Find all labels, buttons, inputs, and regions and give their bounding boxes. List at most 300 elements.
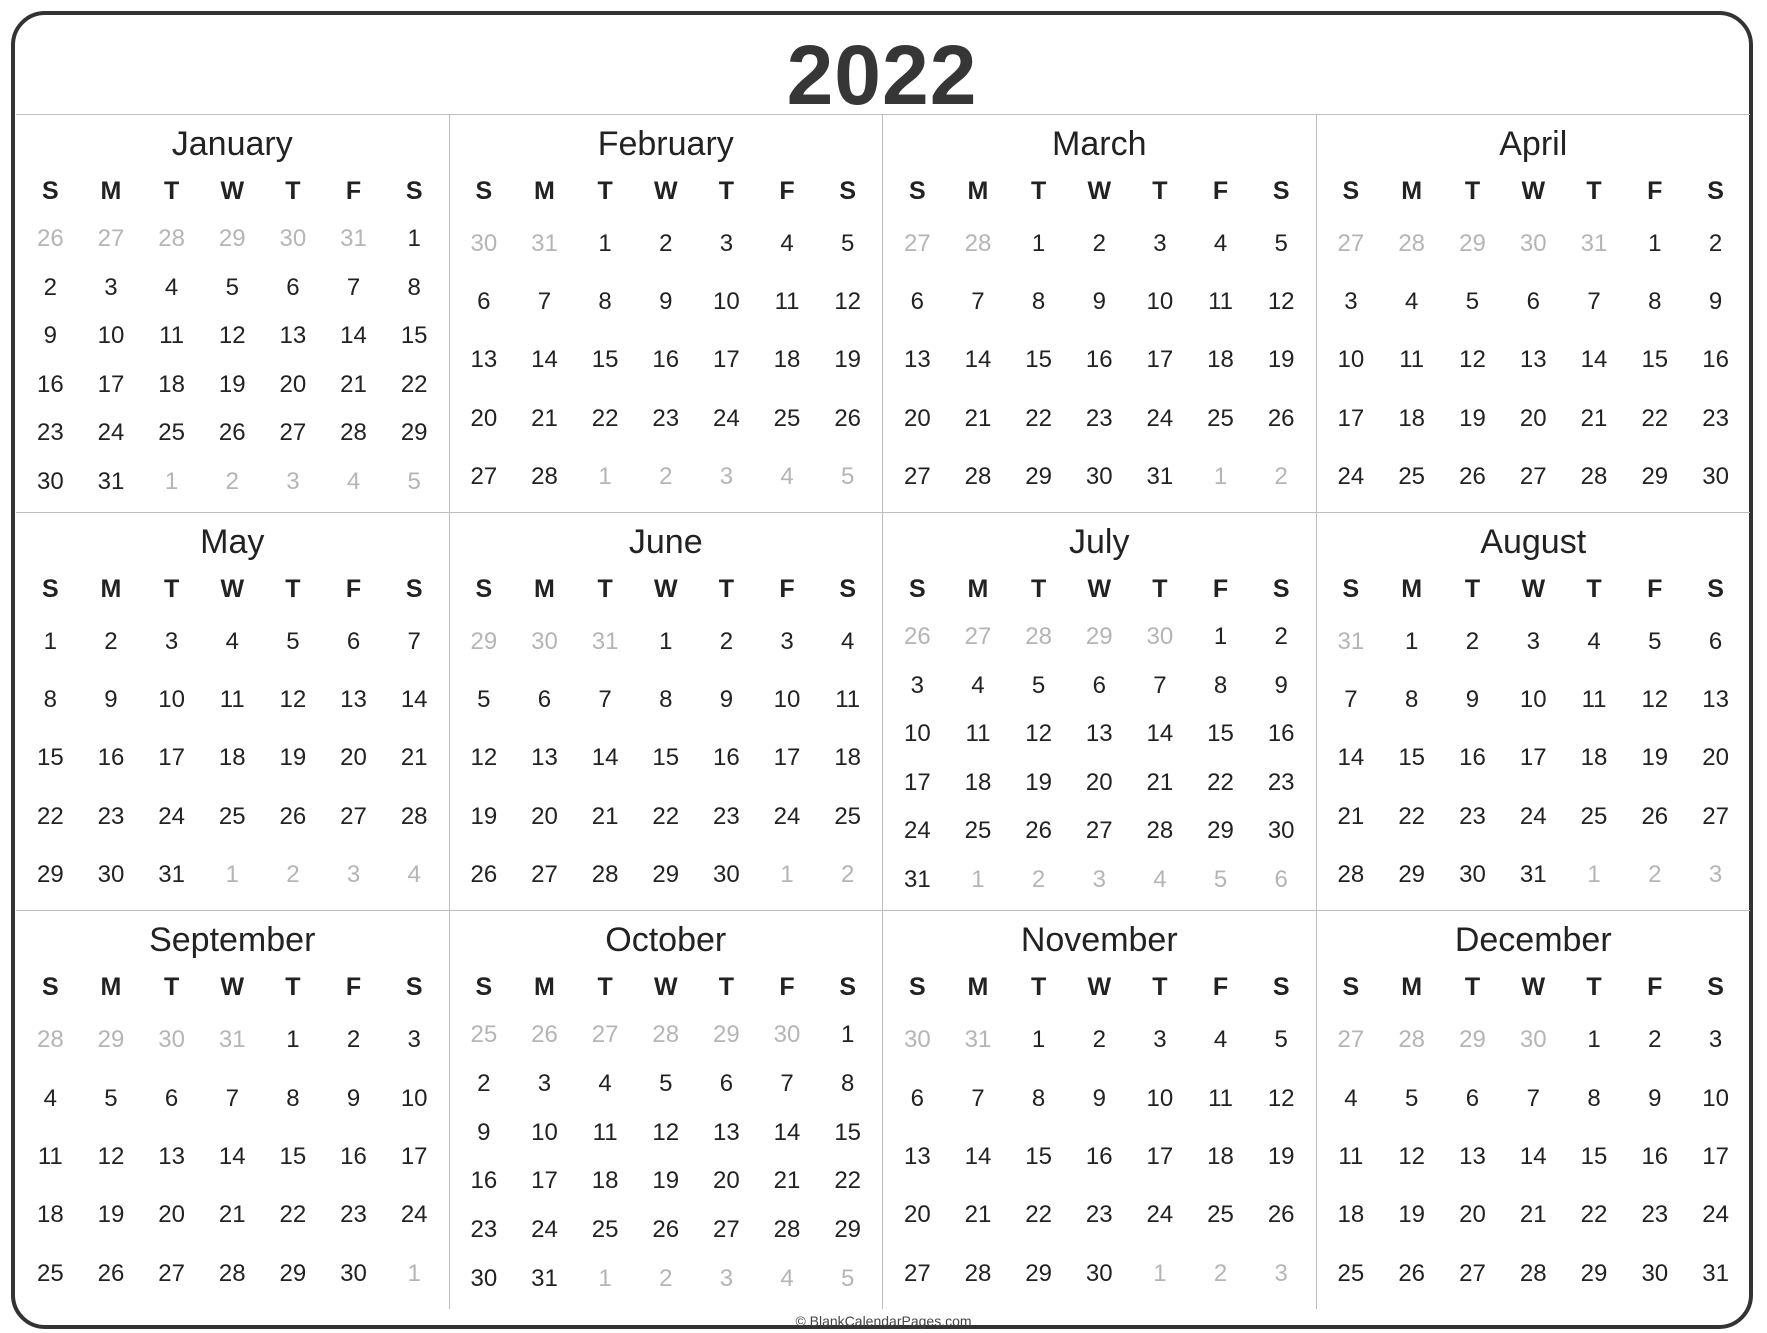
day-cell-adjacent-month: 31 [1580,230,1608,258]
day-cell: 6 [286,273,300,301]
day-cell-adjacent-month: 30 [158,1026,185,1054]
weekday-header: W [1087,972,1112,1001]
weekday-header: T [1464,574,1481,603]
day-cell: 2 [43,273,57,301]
day-cell: 20 [279,370,307,398]
month-march [883,115,1317,513]
day-cell: 20 [903,1201,931,1229]
day-cell: 19 [652,1167,680,1195]
weekday-header: F [1647,972,1663,1001]
day-cell-adjacent-month: 2 [1213,1259,1228,1287]
day-cell: 4 [1213,230,1228,258]
weekday-header: T [1152,176,1168,205]
day-cell: 9 [1274,671,1288,699]
day-cell: 22 [834,1167,862,1195]
day-cell: 27 [470,462,498,490]
weekday-header-row [887,167,1312,215]
day-cell: 1 [43,628,57,656]
weekday-header: S [41,574,59,603]
day-cell: 2 [1092,1026,1106,1054]
day-grid [1321,215,1747,506]
day-cell-adjacent-month: 31 [218,1026,246,1054]
day-cell: 15 [400,322,428,350]
day-cell: 21 [591,802,619,830]
month-november [883,911,1317,1309]
day-cell: 16 [36,370,64,398]
day-cell: 15 [1580,1142,1608,1170]
day-cell: 7 [1344,686,1358,714]
weekday-header: T [163,176,180,205]
weekday-header: M [967,574,989,603]
month-name: November [1020,921,1178,959]
weekday-header: W [1521,972,1546,1001]
weekday-header: T [285,972,301,1001]
weekday-header: S [1342,574,1360,603]
day-cell: 22 [1025,1201,1052,1229]
day-cell: 21 [531,404,558,432]
weekday-header: F [1212,972,1229,1001]
day-cell-adjacent-month: 27 [1337,230,1365,258]
day-cell-adjacent-month: 29 [97,1026,125,1054]
day-cell-adjacent-month: 2 [659,1264,673,1292]
day-cell-adjacent-month: 30 [773,1021,801,1049]
day-cell: 30 [340,1259,367,1287]
day-cell: 24 [1146,1201,1174,1229]
day-cell-adjacent-month: 5 [407,467,421,495]
day-cell: 13 [340,686,367,714]
day-cell: 27 [531,860,558,888]
month-name: June [628,523,703,561]
day-cell-adjacent-month: 27 [964,623,992,651]
weekday-header: W [1087,176,1112,205]
day-cell: 31 [531,1264,558,1292]
day-cell: 28 [531,462,558,490]
day-cell: 13 [903,346,931,374]
day-cell: 7 [598,686,612,714]
day-cell: 8 [840,1069,855,1097]
month-april [1317,115,1751,513]
day-cell-adjacent-month: 27 [1337,1026,1365,1054]
day-cell: 11 [1208,1084,1233,1112]
day-cell: 26 [1025,817,1052,845]
day-cell: 5 [104,1084,118,1112]
day-cell: 7 [971,288,985,316]
day-cell: 19 [1025,768,1052,796]
day-cell-adjacent-month: 29 [713,1021,740,1049]
day-cell-adjacent-month: 5 [840,1264,855,1292]
weekday-header: S [1272,972,1290,1001]
day-cell: 20 [903,404,931,432]
day-cell: 5 [1648,628,1662,656]
weekday-header: S [839,972,856,1001]
day-cell: 4 [1344,1084,1358,1112]
weekday-header: M [967,972,989,1001]
day-cell: 24 [1519,802,1547,830]
day-cell: 14 [1337,744,1365,772]
day-cell-adjacent-month: 31 [964,1026,992,1054]
day-cell: 26 [834,404,862,432]
weekday-header: T [1586,574,1602,603]
day-cell: 4 [164,273,179,301]
month-january [16,115,450,513]
day-cell: 29 [1025,462,1052,490]
day-cell-adjacent-month: 26 [903,623,931,651]
day-cell: 15 [1025,346,1052,374]
day-cell-adjacent-month: 2 [1274,462,1288,490]
month-july [883,513,1317,911]
day-cell: 29 [1207,817,1234,845]
day-cell: 25 [158,419,185,447]
day-cell-adjacent-month: 28 [1025,623,1052,651]
day-cell: 13 [1085,720,1113,748]
month-name: March [1052,125,1147,163]
weekday-header: T [285,176,301,205]
day-cell: 10 [1146,1084,1174,1112]
weekday-header: W [1521,574,1546,603]
month-august [1317,513,1751,911]
day-cell: 18 [1207,346,1234,374]
day-cell: 2 [346,1026,361,1054]
day-cell: 31 [1146,462,1174,490]
day-cell: 30 [1085,462,1113,490]
day-cell: 16 [1085,346,1113,374]
weekday-header: W [1087,574,1112,603]
day-cell-adjacent-month: 30 [531,628,558,656]
day-cell: 10 [158,686,185,714]
day-cell: 8 [1213,671,1228,699]
weekday-header: S [908,176,926,205]
day-cell: 12 [652,1118,680,1146]
day-cell: 21 [1337,802,1365,830]
day-cell: 28 [964,462,992,490]
weekday-header-row [1321,963,1747,1011]
day-cell: 12 [218,322,246,350]
day-cell: 30 [97,860,125,888]
day-cell: 14 [1519,1142,1547,1170]
day-cell-adjacent-month: 1 [1213,462,1228,490]
weekday-header-row [20,565,445,613]
day-cell: 30 [36,467,64,495]
day-cell: 6 [1526,288,1540,316]
day-grid [887,613,1312,904]
day-cell-adjacent-month: 27 [591,1021,619,1049]
weekday-header: T [597,574,613,603]
day-cell: 28 [1146,817,1174,845]
day-cell-adjacent-month: 3 [719,1264,734,1292]
day-cell: 18 [964,768,992,796]
day-cell: 8 [1587,1084,1601,1112]
day-cell: 29 [36,860,64,888]
day-cell-adjacent-month: 2 [225,467,239,495]
day-cell: 6 [910,1084,924,1112]
day-cell: 22 [591,404,619,432]
day-cell: 14 [340,322,367,350]
day-cell: 1 [598,230,612,258]
day-cell: 4 [1213,1026,1228,1054]
day-cell: 27 [1519,462,1547,490]
weekday-header: S [475,574,493,603]
day-cell: 25 [1398,462,1426,490]
day-cell: 28 [964,1259,992,1287]
weekday-header: M [534,574,555,603]
day-cell: 19 [1641,744,1669,772]
weekday-header: T [718,574,735,603]
day-cell-adjacent-month: 3 [719,462,734,490]
day-cell: 19 [218,370,246,398]
day-cell: 28 [218,1259,246,1287]
day-cell: 18 [1580,744,1608,772]
day-cell-adjacent-month: 3 [1708,860,1723,888]
day-cell: 8 [407,273,421,301]
day-cell: 27 [158,1259,185,1287]
day-cell: 21 [218,1201,246,1229]
day-cell: 14 [1580,346,1608,374]
day-cell: 3 [910,671,924,699]
day-cell: 6 [1708,628,1723,656]
day-cell: 16 [340,1142,367,1170]
day-cell: 2 [104,628,118,656]
day-cell: 1 [1031,230,1046,258]
day-cell: 27 [1459,1259,1486,1287]
day-cell: 4 [1404,288,1419,316]
weekday-header: W [220,574,245,603]
day-cell: 10 [713,288,740,316]
day-cell: 3 [1526,628,1540,656]
day-cell: 25 [218,802,246,830]
day-cell: 9 [477,1118,491,1146]
day-cell: 3 [1153,1026,1167,1054]
weekday-header-row [20,963,445,1011]
year-title: 2022 [786,28,978,122]
day-cell: 10 [1146,288,1174,316]
day-cell: 30 [470,1264,498,1292]
day-cell: 1 [1213,623,1228,651]
day-cell: 11 [159,322,185,350]
day-cell-adjacent-month: 28 [158,225,185,253]
day-cell: 19 [1267,1142,1295,1170]
day-cell: 10 [97,322,125,350]
day-cell: 11 [1399,346,1425,374]
day-cell: 28 [773,1215,801,1243]
day-cell: 12 [470,744,498,772]
day-cell: 12 [97,1142,125,1170]
day-cell: 19 [470,802,498,830]
day-cell: 8 [598,288,612,316]
day-cell-adjacent-month: 30 [1519,1026,1547,1054]
day-cell: 7 [1153,671,1167,699]
day-cell-adjacent-month: 30 [279,225,307,253]
weekday-header: S [475,176,493,205]
day-cell-adjacent-month: 2 [840,860,855,888]
day-cell: 31 [158,860,185,888]
weekday-header: T [1030,176,1047,205]
day-cell: 23 [1267,768,1295,796]
day-cell: 14 [531,346,558,374]
day-cell: 19 [1267,346,1295,374]
day-cell: 3 [1153,230,1167,258]
day-cell-adjacent-month: 1 [407,1259,421,1287]
day-cell: 29 [1398,860,1426,888]
weekday-header: S [1272,176,1290,205]
day-cell: 24 [400,1201,428,1229]
day-cell: 5 [659,1069,673,1097]
day-cell: 5 [477,686,491,714]
day-cell: 9 [659,288,673,316]
day-cell: 11 [1208,288,1233,316]
day-cell: 5 [1465,288,1480,316]
weekday-header: T [1152,574,1168,603]
day-cell: 3 [719,230,734,258]
day-cell: 15 [279,1142,307,1170]
day-cell: 7 [225,1084,239,1112]
day-cell-adjacent-month: 29 [1459,1026,1486,1054]
day-cell: 16 [470,1167,498,1195]
day-cell-adjacent-month: 28 [964,230,992,258]
day-cell: 25 [1207,404,1234,432]
weekday-header: S [475,972,493,1001]
day-cell: 20 [1085,768,1113,796]
weekday-header: F [345,574,362,603]
day-cell: 3 [537,1069,552,1097]
day-cell: 11 [1338,1142,1364,1170]
day-grid [454,215,879,506]
day-cell: 15 [834,1118,862,1146]
day-cell: 10 [1702,1084,1729,1112]
day-cell-adjacent-month: 1 [598,462,612,490]
weekday-header: F [779,176,795,205]
day-cell: 2 [1648,1026,1662,1054]
day-cell: 17 [531,1167,558,1195]
day-cell-adjacent-month: 1 [598,1264,612,1292]
weekday-header: S [41,176,59,205]
day-cell: 9 [1708,288,1723,316]
day-cell: 17 [713,346,740,374]
day-cell: 26 [1459,462,1486,490]
day-cell: 9 [104,686,118,714]
weekday-header: W [653,574,678,603]
day-cell-adjacent-month: 26 [531,1021,558,1049]
month-name: April [1499,125,1568,163]
day-cell: 25 [591,1215,619,1243]
day-cell: 4 [971,671,985,699]
day-cell: 14 [591,744,619,772]
day-cell: 3 [407,1026,421,1054]
day-cell: 18 [773,346,801,374]
day-cell: 6 [537,686,552,714]
day-cell-adjacent-month: 4 [780,462,794,490]
weekday-header-row [454,167,879,215]
day-cell: 23 [652,404,680,432]
day-cell: 13 [1519,346,1547,374]
day-cell: 12 [1267,288,1295,316]
weekday-header: W [220,176,245,205]
day-cell: 1 [1648,230,1662,258]
month-name: October [605,921,727,959]
day-cell-adjacent-month: 25 [470,1021,498,1049]
day-cell-adjacent-month: 2 [1648,860,1662,888]
day-cell: 30 [1702,462,1729,490]
weekday-header: T [1030,972,1047,1001]
weekday-header: S [405,176,423,205]
day-cell: 30 [1459,860,1486,888]
day-cell: 11 [835,686,861,714]
weekday-header: M [100,972,122,1001]
month-name: February [597,125,734,163]
day-cell: 17 [400,1142,428,1170]
day-cell: 22 [400,370,428,398]
day-cell: 26 [1267,1201,1295,1229]
day-cell: 18 [158,370,185,398]
day-cell: 9 [1092,288,1106,316]
day-cell: 7 [537,288,552,316]
weekday-header: F [1647,176,1663,205]
day-cell-adjacent-month: 5 [840,462,855,490]
day-cell-adjacent-month: 4 [1153,865,1167,893]
day-cell: 22 [1207,768,1234,796]
day-cell-adjacent-month: 28 [1398,1026,1426,1054]
day-cell: 24 [97,419,125,447]
day-cell: 30 [1267,817,1295,845]
day-cell: 17 [1702,1142,1729,1170]
weekday-header: T [285,574,301,603]
day-cell-adjacent-month: 3 [346,860,361,888]
weekday-header-row [887,963,1312,1011]
day-cell: 11 [37,1142,63,1170]
day-cell: 16 [1459,744,1486,772]
day-cell: 25 [834,802,862,830]
day-grid [454,1011,879,1303]
day-cell: 1 [840,1021,855,1049]
month-name: August [1480,523,1587,561]
day-cell: 24 [713,404,740,432]
month-name: May [200,523,265,561]
day-cell: 16 [1085,1142,1113,1170]
day-cell: 28 [1337,860,1365,888]
day-cell: 23 [1459,802,1486,830]
day-cell: 13 [1459,1142,1486,1170]
day-cell: 26 [652,1215,680,1243]
day-cell: 3 [104,273,118,301]
weekday-header: F [1647,574,1663,603]
weekday-header: T [1030,574,1047,603]
day-cell: 22 [279,1201,307,1229]
month-name: January [171,125,293,163]
day-cell: 9 [1465,686,1480,714]
day-cell-adjacent-month: 30 [1519,230,1547,258]
month-may [16,513,450,911]
weekday-header: S [41,972,59,1001]
weekday-header: F [779,574,795,603]
weekday-header: M [534,176,555,205]
day-cell-adjacent-month: 26 [36,225,64,253]
day-cell: 21 [340,370,367,398]
month-october [450,911,884,1309]
day-cell: 25 [773,404,801,432]
day-cell: 13 [531,744,558,772]
day-cell-adjacent-month: 29 [470,628,498,656]
day-cell: 9 [1648,1084,1662,1112]
day-cell: 22 [652,802,680,830]
day-cell: 10 [531,1118,558,1146]
day-cell: 25 [36,1259,64,1287]
day-cell: 17 [97,370,125,398]
day-cell: 28 [400,802,428,830]
weekday-header: T [1586,972,1602,1001]
day-cell: 23 [1641,1201,1669,1229]
day-cell: 8 [1031,1084,1046,1112]
day-cell: 18 [1207,1142,1234,1170]
day-cell-adjacent-month: 31 [340,225,367,253]
